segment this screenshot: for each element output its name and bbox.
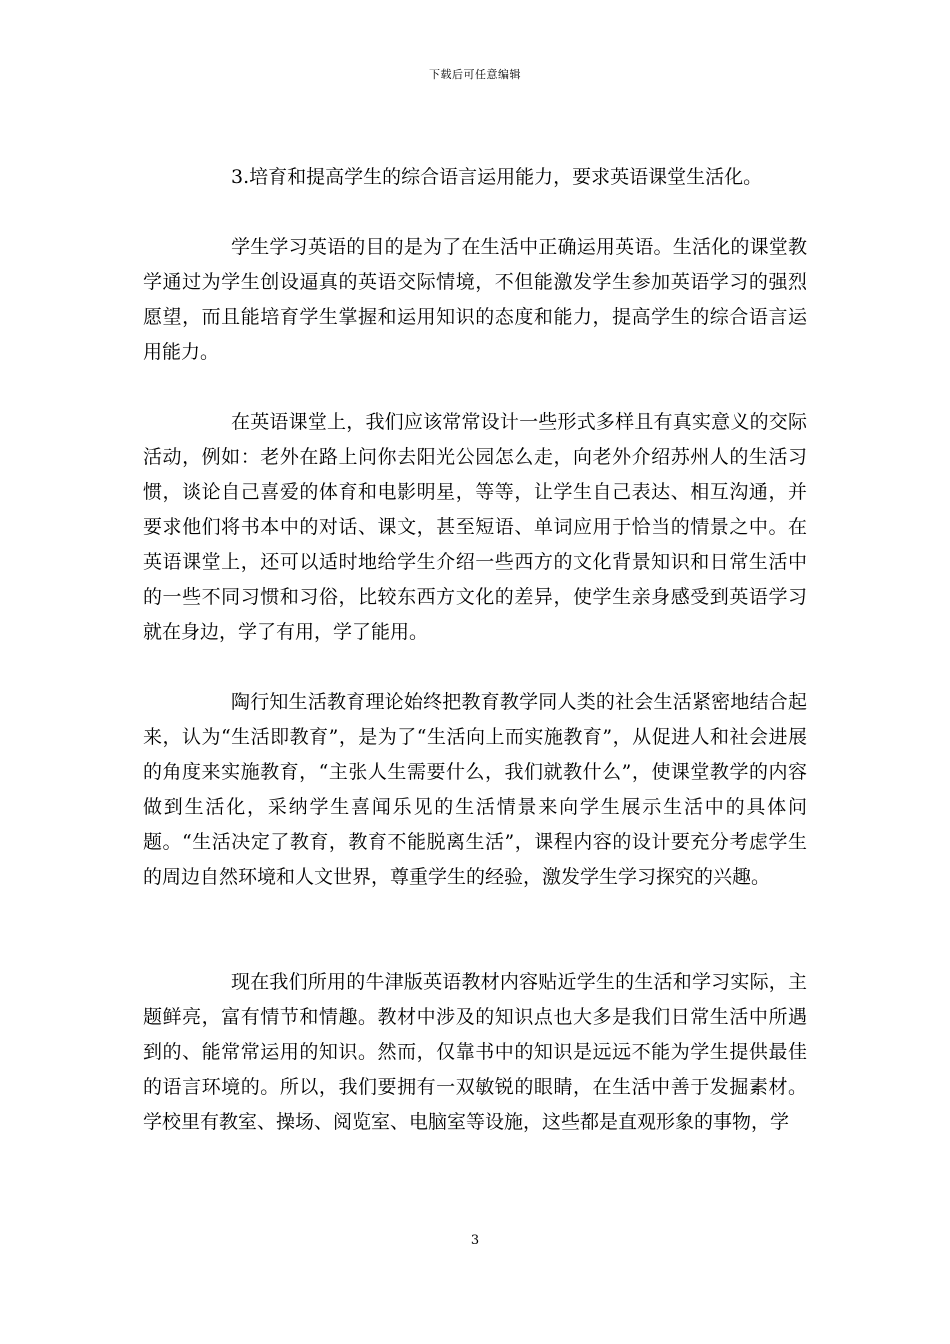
section-heading: 3.培育和提高学生的综合语言运用能力，要求英语课堂生活化。 (231, 166, 763, 188)
page-header: 下载后可任意编辑 (429, 68, 521, 81)
paragraph-2: 在英语课堂上，我们应该常常设计一些形式多样且有真实意义的交际活动，例如：老外在路上问你去阳光公园怎么走，向老外介绍苏州人的生活习惯，谈论自己喜爱的体育和电影明星，等等，让学生自己表达、相互沟通，并要求他们将书本中的对话、课文，甚至短语、单词应用于恰当的情景之中。在英语课堂上，还可以适时地给学生介绍一些西方的文化背景知识和日常生活中的一些不同习惯和习俗，比较东西方文化的差异，使学生亲身感受到英语学习就在身边，学了有用，学了能用。 (143, 411, 807, 643)
page-number: 3 (470, 1233, 480, 1248)
paragraph-1: 学生学习英语的目的是为了在生活中正确运用英语。生活化的课堂教学通过为学生创设逼真的英语交际情境，不但能激发学生参加英语学习的强烈愿望，而且能培育学生掌握和运用知识的态度和能力，提高学生的综合语言运用能力。 (143, 236, 807, 363)
paragraph-3: 陶行知生活教育理论始终把教育教学同人类的社会生活紧密地结合起来，认为“生活即教育”，是为了“生活向上而实施教育”，从促进人和社会进展的角度来实施教育，“主张人生需要什么，我们就教什么”，使课堂教学的内容做到生活化，采纳学生喜闻乐见的生活情景来向学生展示生活中的具体问题。“生活决定了教育，教育不能脱离生活”，课程内容的设计要充分考虑学生的周边自然环境和人文世界，尊重学生的经验，激发学生学习探究的兴趣。 (143, 691, 807, 888)
document-body (143, 160, 807, 1140)
paragraph-4: 现在我们所用的牛津版英语教材内容贴近学生的生活和学习实际，主题鲜亮，富有情节和情趣。教材中涉及的知识点也大多是我们日常生活中所遇到的、能常常运用的知识。然而，仅靠书中的知识是远远不能为学生提供最佳的语言环境的。所以，我们要拥有一双敏锐的眼睛，在生活中善于发掘素材。学校里有教室、操场、阅览室、电脑室等设施，这些都是直观形象的事物，学 (143, 971, 807, 1133)
